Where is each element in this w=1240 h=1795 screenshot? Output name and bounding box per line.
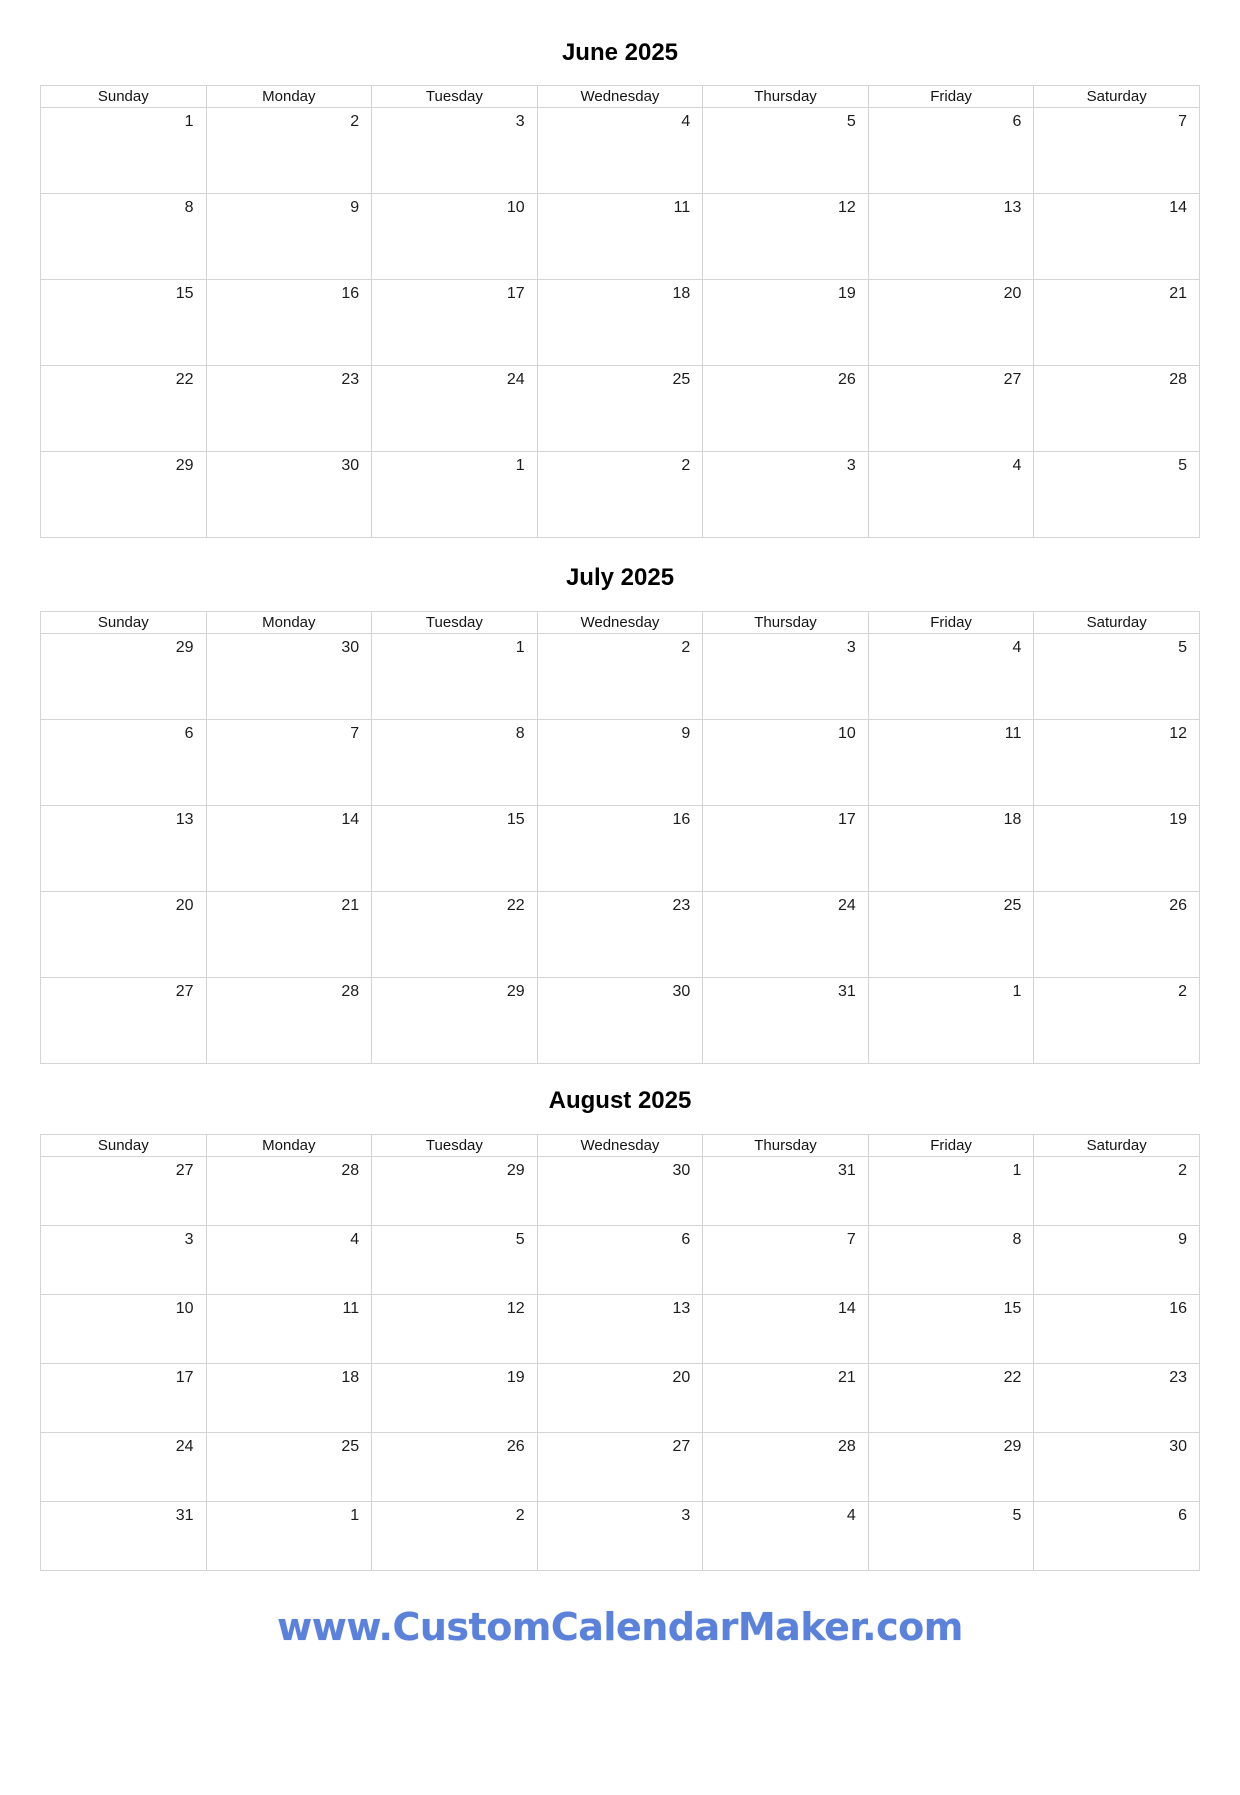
day-cell xyxy=(206,806,372,892)
day-cell xyxy=(41,634,207,720)
day-cell xyxy=(537,366,703,452)
day-cell xyxy=(206,280,372,366)
day-number: 6 xyxy=(184,725,194,742)
day-cell xyxy=(206,108,372,194)
week-row xyxy=(41,108,1200,194)
day-cell xyxy=(868,452,1034,538)
weekday-header: Monday xyxy=(206,1135,372,1157)
day-number: 2 xyxy=(1178,1162,1187,1179)
day-number: 23 xyxy=(1169,1369,1187,1386)
day-number: 14 xyxy=(838,1300,856,1317)
weekday-header: Friday xyxy=(868,86,1034,108)
day-number: 24 xyxy=(838,897,856,914)
weekday-header: Friday xyxy=(868,1135,1034,1157)
day-number: 3 xyxy=(846,457,856,474)
day-cell xyxy=(41,108,207,194)
day-cell xyxy=(206,1502,372,1571)
weekday-header-row xyxy=(41,612,1200,634)
day-number: 19 xyxy=(1169,811,1187,828)
day-cell xyxy=(703,194,869,280)
week-row xyxy=(41,1295,1200,1364)
day-cell xyxy=(703,1157,869,1226)
day-number: 10 xyxy=(175,1300,194,1317)
day-cell xyxy=(41,1157,207,1226)
day-cell xyxy=(372,280,538,366)
day-cell xyxy=(868,806,1034,892)
weekday-header: Tuesday xyxy=(372,612,538,634)
day-number: 15 xyxy=(175,285,194,302)
day-cell xyxy=(41,1295,207,1364)
day-cell xyxy=(41,452,207,538)
weekday-header: Sunday xyxy=(41,612,207,634)
month-title-august: August 2025 xyxy=(548,1087,692,1114)
day-number: 11 xyxy=(673,199,691,216)
day-number: 5 xyxy=(515,1231,525,1248)
day-number: 11 xyxy=(342,1300,360,1317)
day-number: 2 xyxy=(515,1507,525,1524)
day-number: 6 xyxy=(1178,1507,1187,1524)
weekday-header: Thursday xyxy=(703,612,869,634)
day-cell xyxy=(206,1433,372,1502)
day-cell xyxy=(868,108,1034,194)
day-number: 3 xyxy=(681,1507,691,1524)
day-number: 18 xyxy=(341,1369,360,1386)
day-number: 14 xyxy=(1169,199,1187,216)
week-row xyxy=(41,1433,1200,1502)
weekday-header: Tuesday xyxy=(372,1135,538,1157)
day-number: 27 xyxy=(175,1162,194,1179)
day-number: 9 xyxy=(1178,1231,1187,1248)
day-cell xyxy=(1034,1502,1200,1571)
week-row xyxy=(41,194,1200,280)
day-cell xyxy=(703,978,869,1064)
day-number: 18 xyxy=(672,285,691,302)
day-number: 3 xyxy=(846,639,856,656)
day-number: 18 xyxy=(1003,811,1022,828)
day-number: 24 xyxy=(506,371,525,388)
day-cell xyxy=(206,720,372,806)
day-cell xyxy=(1034,1226,1200,1295)
day-number: 21 xyxy=(1169,285,1187,302)
day-cell xyxy=(372,634,538,720)
weekday-header: Monday xyxy=(206,86,372,108)
day-cell xyxy=(868,280,1034,366)
week-row xyxy=(41,1157,1200,1226)
week-row xyxy=(41,366,1200,452)
month-section-august xyxy=(0,1088,1240,1571)
weekday-header: Thursday xyxy=(703,86,869,108)
day-number: 12 xyxy=(506,1300,525,1317)
day-cell xyxy=(1034,720,1200,806)
day-number: 7 xyxy=(846,1231,856,1248)
day-number: 4 xyxy=(350,1231,360,1248)
day-number: 3 xyxy=(184,1231,194,1248)
day-cell xyxy=(703,806,869,892)
day-cell xyxy=(372,108,538,194)
day-cell xyxy=(372,1157,538,1226)
day-cell xyxy=(41,194,207,280)
day-number: 9 xyxy=(350,199,360,216)
day-cell xyxy=(703,1502,869,1571)
calendar-table-august xyxy=(40,1134,1200,1571)
weekday-header-row xyxy=(41,86,1200,108)
day-number: 2 xyxy=(681,457,691,474)
day-cell xyxy=(41,1364,207,1433)
weekday-header: Sunday xyxy=(41,1135,207,1157)
day-number: 25 xyxy=(341,1438,360,1455)
day-number: 28 xyxy=(341,983,360,1000)
day-number: 19 xyxy=(506,1369,525,1386)
day-cell xyxy=(206,1226,372,1295)
day-number: 4 xyxy=(846,1507,856,1524)
day-cell xyxy=(537,634,703,720)
day-number: 4 xyxy=(1012,639,1022,656)
day-number: 5 xyxy=(1012,1507,1022,1524)
day-number: 30 xyxy=(341,457,360,474)
week-row xyxy=(41,634,1200,720)
day-cell xyxy=(537,1226,703,1295)
day-cell xyxy=(372,1226,538,1295)
day-number: 28 xyxy=(838,1438,856,1455)
day-cell xyxy=(1034,978,1200,1064)
day-cell xyxy=(868,892,1034,978)
day-cell xyxy=(868,978,1034,1064)
day-number: 8 xyxy=(184,199,194,216)
day-cell xyxy=(703,720,869,806)
week-row xyxy=(41,892,1200,978)
day-number: 12 xyxy=(838,199,856,216)
day-cell xyxy=(206,892,372,978)
weekday-header-row xyxy=(41,1135,1200,1157)
day-cell xyxy=(537,892,703,978)
day-cell xyxy=(537,1433,703,1502)
month-title-july: July 2025 xyxy=(565,564,675,591)
week-row xyxy=(41,806,1200,892)
day-number: 29 xyxy=(175,639,194,656)
day-number: 4 xyxy=(1012,457,1022,474)
day-number: 29 xyxy=(506,1162,525,1179)
day-cell xyxy=(868,1502,1034,1571)
day-number: 1 xyxy=(1012,983,1022,1000)
week-row xyxy=(41,1226,1200,1295)
weekday-header: Wednesday xyxy=(537,1135,703,1157)
day-number: 27 xyxy=(672,1438,691,1455)
day-cell xyxy=(41,1433,207,1502)
week-row xyxy=(41,452,1200,538)
day-number: 21 xyxy=(838,1369,856,1386)
day-cell xyxy=(868,1226,1034,1295)
day-cell xyxy=(372,366,538,452)
day-cell xyxy=(537,280,703,366)
week-row xyxy=(41,1364,1200,1433)
day-number: 2 xyxy=(681,639,691,656)
day-cell xyxy=(41,978,207,1064)
day-number: 30 xyxy=(1169,1438,1187,1455)
day-cell xyxy=(372,452,538,538)
day-number: 28 xyxy=(1169,371,1187,388)
day-number: 10 xyxy=(506,199,525,216)
day-number: 6 xyxy=(1012,113,1022,130)
day-cell xyxy=(537,720,703,806)
day-number: 5 xyxy=(1178,457,1187,474)
day-number: 30 xyxy=(672,983,691,1000)
day-cell xyxy=(372,1433,538,1502)
day-cell xyxy=(206,1157,372,1226)
day-cell xyxy=(1034,892,1200,978)
weekday-header: Saturday xyxy=(1034,1135,1200,1157)
day-cell xyxy=(206,366,372,452)
weekday-header: Tuesday xyxy=(372,86,538,108)
day-number: 3 xyxy=(515,113,525,130)
day-cell xyxy=(1034,108,1200,194)
day-cell xyxy=(1034,1295,1200,1364)
day-number: 6 xyxy=(681,1231,691,1248)
day-number: 26 xyxy=(506,1438,525,1455)
day-number: 23 xyxy=(341,371,360,388)
week-row xyxy=(41,720,1200,806)
month-title-june: June 2025 xyxy=(561,39,679,66)
day-number: 15 xyxy=(1003,1300,1022,1317)
day-cell xyxy=(537,452,703,538)
day-number: 2 xyxy=(1178,983,1187,1000)
day-number: 31 xyxy=(175,1507,194,1524)
weekday-header: Monday xyxy=(206,612,372,634)
day-number: 13 xyxy=(672,1300,691,1317)
day-cell xyxy=(41,280,207,366)
day-number: 29 xyxy=(1003,1438,1022,1455)
day-number: 2 xyxy=(350,113,360,130)
day-number: 5 xyxy=(846,113,856,130)
day-number: 1 xyxy=(350,1507,360,1524)
day-cell xyxy=(868,720,1034,806)
day-cell xyxy=(41,806,207,892)
day-cell xyxy=(372,1295,538,1364)
day-number: 30 xyxy=(672,1162,691,1179)
day-number: 31 xyxy=(838,1162,856,1179)
day-number: 31 xyxy=(838,983,856,1000)
day-number: 17 xyxy=(175,1369,194,1386)
day-cell xyxy=(372,978,538,1064)
day-cell xyxy=(703,892,869,978)
day-cell xyxy=(703,366,869,452)
day-cell xyxy=(537,1295,703,1364)
day-number: 16 xyxy=(341,285,360,302)
day-number: 1 xyxy=(1012,1162,1022,1179)
day-cell xyxy=(868,194,1034,280)
day-cell xyxy=(372,892,538,978)
day-number: 29 xyxy=(175,457,194,474)
day-number: 11 xyxy=(1004,725,1022,742)
footer-watermark: www.CustomCalendarMaker.com xyxy=(277,1605,963,1649)
day-number: 16 xyxy=(672,811,691,828)
day-cell xyxy=(1034,634,1200,720)
day-cell xyxy=(206,1295,372,1364)
day-number: 26 xyxy=(838,371,856,388)
day-number: 1 xyxy=(515,457,525,474)
week-row xyxy=(41,1502,1200,1571)
day-cell xyxy=(41,1226,207,1295)
day-cell xyxy=(1034,1364,1200,1433)
day-cell xyxy=(41,720,207,806)
day-number: 17 xyxy=(838,811,856,828)
day-cell xyxy=(1034,806,1200,892)
day-cell xyxy=(537,194,703,280)
day-cell xyxy=(41,366,207,452)
calendar-table-july xyxy=(40,611,1200,1064)
day-number: 27 xyxy=(175,983,194,1000)
day-cell xyxy=(703,1226,869,1295)
day-cell xyxy=(537,978,703,1064)
day-number: 23 xyxy=(672,897,691,914)
day-number: 25 xyxy=(1003,897,1022,914)
day-cell xyxy=(206,452,372,538)
day-number: 1 xyxy=(184,113,194,130)
day-number: 12 xyxy=(1169,725,1187,742)
day-cell xyxy=(41,1502,207,1571)
day-number: 13 xyxy=(1003,199,1022,216)
day-cell xyxy=(372,720,538,806)
day-cell xyxy=(41,892,207,978)
day-number: 14 xyxy=(341,811,360,828)
day-cell xyxy=(703,1364,869,1433)
day-number: 30 xyxy=(341,639,360,656)
calendar-table-june xyxy=(40,85,1200,538)
week-row xyxy=(41,978,1200,1064)
day-cell xyxy=(537,108,703,194)
day-cell xyxy=(703,634,869,720)
day-number: 19 xyxy=(838,285,856,302)
day-number: 16 xyxy=(1169,1300,1187,1317)
day-cell xyxy=(868,1295,1034,1364)
day-cell xyxy=(868,634,1034,720)
day-cell xyxy=(372,1502,538,1571)
day-cell xyxy=(703,108,869,194)
day-number: 7 xyxy=(350,725,360,742)
day-cell xyxy=(372,806,538,892)
weekday-header: Sunday xyxy=(41,86,207,108)
day-number: 7 xyxy=(1178,113,1187,130)
day-number: 24 xyxy=(175,1438,194,1455)
day-cell xyxy=(1034,194,1200,280)
day-number: 4 xyxy=(681,113,691,130)
day-cell xyxy=(703,452,869,538)
day-cell xyxy=(537,1502,703,1571)
day-number: 20 xyxy=(175,897,194,914)
day-number: 22 xyxy=(1003,1369,1022,1386)
day-cell xyxy=(206,978,372,1064)
day-number: 22 xyxy=(506,897,525,914)
day-cell xyxy=(868,366,1034,452)
day-cell xyxy=(868,1157,1034,1226)
day-number: 13 xyxy=(175,811,194,828)
weekday-header: Saturday xyxy=(1034,86,1200,108)
week-row xyxy=(41,280,1200,366)
day-cell xyxy=(537,1157,703,1226)
day-number: 1 xyxy=(515,639,525,656)
day-cell xyxy=(537,1364,703,1433)
weekday-header: Wednesday xyxy=(537,612,703,634)
day-cell xyxy=(1034,1157,1200,1226)
day-cell xyxy=(372,194,538,280)
day-number: 20 xyxy=(672,1369,691,1386)
day-cell xyxy=(1034,1433,1200,1502)
day-number: 22 xyxy=(175,371,194,388)
month-section-july xyxy=(0,565,1240,1064)
day-cell xyxy=(206,1364,372,1433)
day-number: 28 xyxy=(341,1162,360,1179)
day-number: 21 xyxy=(341,897,360,914)
calendar-page xyxy=(0,40,1240,1795)
day-number: 26 xyxy=(1169,897,1187,914)
day-cell xyxy=(1034,280,1200,366)
weekday-header: Saturday xyxy=(1034,612,1200,634)
day-number: 27 xyxy=(1003,371,1022,388)
day-cell xyxy=(206,634,372,720)
day-cell xyxy=(703,1295,869,1364)
day-cell xyxy=(206,194,372,280)
day-number: 5 xyxy=(1178,639,1187,656)
day-cell xyxy=(1034,452,1200,538)
day-cell xyxy=(537,806,703,892)
month-section-june xyxy=(0,40,1240,538)
day-cell xyxy=(868,1433,1034,1502)
day-number: 8 xyxy=(515,725,525,742)
day-number: 10 xyxy=(838,725,856,742)
day-number: 25 xyxy=(672,371,691,388)
weekday-header: Friday xyxy=(868,612,1034,634)
weekday-header: Wednesday xyxy=(537,86,703,108)
day-number: 9 xyxy=(681,725,691,742)
day-number: 15 xyxy=(506,811,525,828)
day-cell xyxy=(372,1364,538,1433)
day-cell xyxy=(1034,366,1200,452)
day-number: 8 xyxy=(1012,1231,1022,1248)
day-number: 17 xyxy=(506,285,525,302)
day-cell xyxy=(868,1364,1034,1433)
day-cell xyxy=(703,1433,869,1502)
weekday-header: Thursday xyxy=(703,1135,869,1157)
day-number: 20 xyxy=(1003,285,1022,302)
day-number: 29 xyxy=(506,983,525,1000)
day-cell xyxy=(703,280,869,366)
